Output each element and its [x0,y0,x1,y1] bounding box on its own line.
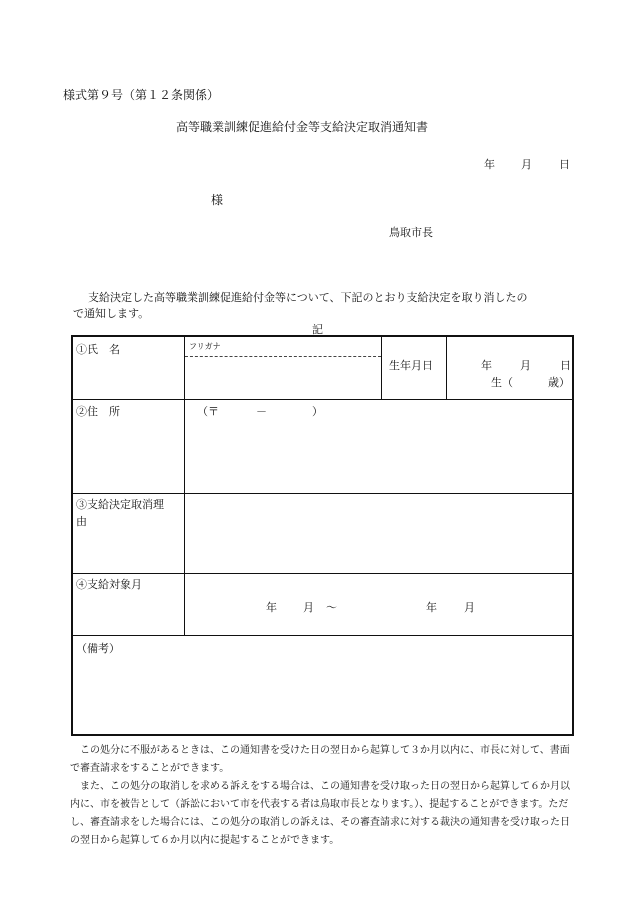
furigana-label: フリガナ [189,342,221,351]
date-day-label: 日 [559,158,570,171]
age-suffix: 歳） [548,376,570,389]
ki-label: 記 [312,323,323,336]
label-column-divider [184,336,185,635]
reason-label-line2: 由 [76,515,87,528]
issuer-name: 鳥取市長 [389,226,433,239]
period-to-year: 年 [426,601,437,614]
name-field[interactable] [186,359,380,398]
row-divider-name [72,399,574,400]
address-field[interactable] [186,420,572,492]
body-text-line2: で通知します。 [73,307,150,320]
row-divider-period [72,635,574,636]
body-text-line1: 支給決定した高等職業訓練促進給付金等について、下記のとおり支給決定を取り消したの [88,291,528,304]
birthdate-label: 生年月日 [389,359,433,372]
date-year-label: 年 [484,158,495,171]
birth-day-label: 日 [560,359,571,372]
birth-month-label: 月 [520,359,531,372]
postal-close: ） [312,405,323,418]
document-title: 高等職業訓練促進給付金等支給決定取消通知書 [176,120,429,134]
row-divider-address [72,493,574,494]
postal-dash: － [256,405,267,418]
age-prefix: 生（ [491,376,513,389]
period-tilde: ～ [326,601,337,614]
reason-label-line1: ③支給決定取消理 [76,498,164,511]
period-label: ④支給対象月 [76,578,142,591]
furigana-divider [185,356,381,357]
reason-field[interactable] [186,495,572,572]
birthdate-divider-right [446,336,447,399]
remarks-label: （備考） [76,642,120,655]
form-number: 様式第９号（第１２条関係） [63,88,220,102]
period-from-month: 月 [303,601,314,614]
birthdate-divider-left [381,336,382,399]
remarks-field[interactable] [74,657,572,734]
appeal-note-2: また、この処分の取消しを求める訴えをする場合は、この通知書を受け取った日の翌日から起算して６か月以内に、市を被告として（訴訟において市を代表する者は鳥取市長となります。）、提起することができます。ただし、審査請求をした場合には、この処分の取消しの訴えは、その審査請求に対する裁決の通知書を受け取った日の翌日から起算して６か月以内に提起することができます。 [70,781,570,846]
postal-open: （〒 [197,405,219,418]
period-to-month: 月 [464,601,475,614]
name-label: ①氏 名 [76,343,120,356]
row-divider-reason [72,573,574,574]
appeal-notes [70,742,578,850]
addressee-suffix: 様 [211,193,224,207]
date-month-label: 月 [521,158,532,171]
appeal-note-1: この処分に不服があるときは、この通知書を受けた日の翌日から起算して３か月以内に、市長に対して、書面で審査請求をすることができます。 [70,745,570,774]
address-label: ②住 所 [76,405,120,418]
period-from-year: 年 [266,601,277,614]
birth-year-label: 年 [481,359,492,372]
